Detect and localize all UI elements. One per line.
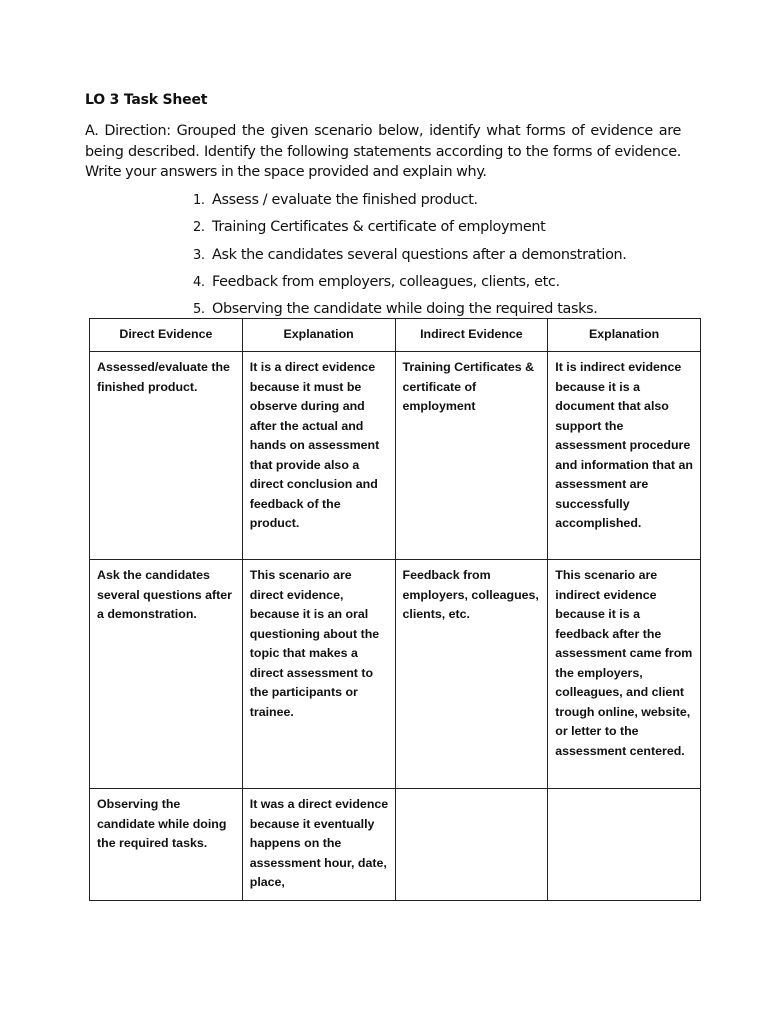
table-cell: It was a direct evidence because it eventually happens on the assessment hour, date, place, [242, 789, 395, 901]
evidence-table [89, 318, 701, 901]
table-row [90, 789, 701, 901]
table-cell: Assessed/evaluate the finished product. [90, 352, 243, 560]
item-number: 1. [193, 193, 205, 208]
table-row [90, 352, 701, 560]
scenario-list [193, 190, 627, 326]
item-text: Feedback from employers, colleagues, clients, etc. [212, 273, 560, 290]
table-header-row [90, 319, 701, 352]
table-cell: Training Certificates & certificate of employment [395, 352, 548, 560]
page-title: LO 3 Task Sheet [85, 92, 208, 108]
item-text: Assess / evaluate the finished product. [212, 192, 478, 208]
table-row [90, 560, 701, 789]
item-number: 4. [193, 274, 205, 290]
item-number: 2. [193, 220, 205, 236]
item-number: 5. [193, 302, 205, 318]
table-cell: It is a direct evidence because it must be observe during and after the actual and hands on assessment that provide also a direct conclusion and feedback of the product. [242, 352, 395, 560]
header-direct-evidence: Direct Evidence [90, 319, 243, 352]
table-cell: This scenario are indirect evidence because it is a feedback after the assessment came from the employers, colleagues, and client trough online, website, or letter to the assessment centered. [548, 560, 701, 789]
table-cell: This scenario are direct evidence, because it is an oral questioning about the topic that makes a direct assessment to the participants or trainee. [242, 560, 395, 789]
list-item [193, 245, 627, 272]
table-cell: Ask the candidates several questions after a demonstration. [90, 560, 243, 789]
table-cell: It is indirect evidence because it is a document that also support the assessment procedure and information that an assessment are successfully accomplished. [548, 352, 701, 560]
list-item [193, 272, 627, 299]
header-explanation: Explanation [548, 319, 701, 352]
table-cell: Observing the candidate while doing the required tasks. [90, 789, 243, 901]
table-cell-empty [548, 789, 701, 901]
list-item [193, 217, 627, 244]
list-item [193, 190, 627, 217]
header-indirect-evidence: Indirect Evidence [395, 319, 548, 352]
header-explanation: Explanation [242, 319, 395, 352]
direction-paragraph: A. Direction: Grouped the given scenario below, identify what forms of evidence are being described. Identify the following statements according to the forms of evidence. Write your answers in the space provided and explain why. [85, 123, 681, 180]
item-text: Training Certificates & certificate of employment [212, 219, 546, 236]
item-text: Ask the candidates several questions after a demonstration. [212, 246, 627, 263]
item-text: Observing the candidate while doing the required tasks. [212, 301, 598, 318]
table-cell: Feedback from employers, colleagues, clients, etc. [395, 560, 548, 789]
table-cell-empty [395, 789, 548, 901]
item-number: 3. [193, 247, 205, 263]
